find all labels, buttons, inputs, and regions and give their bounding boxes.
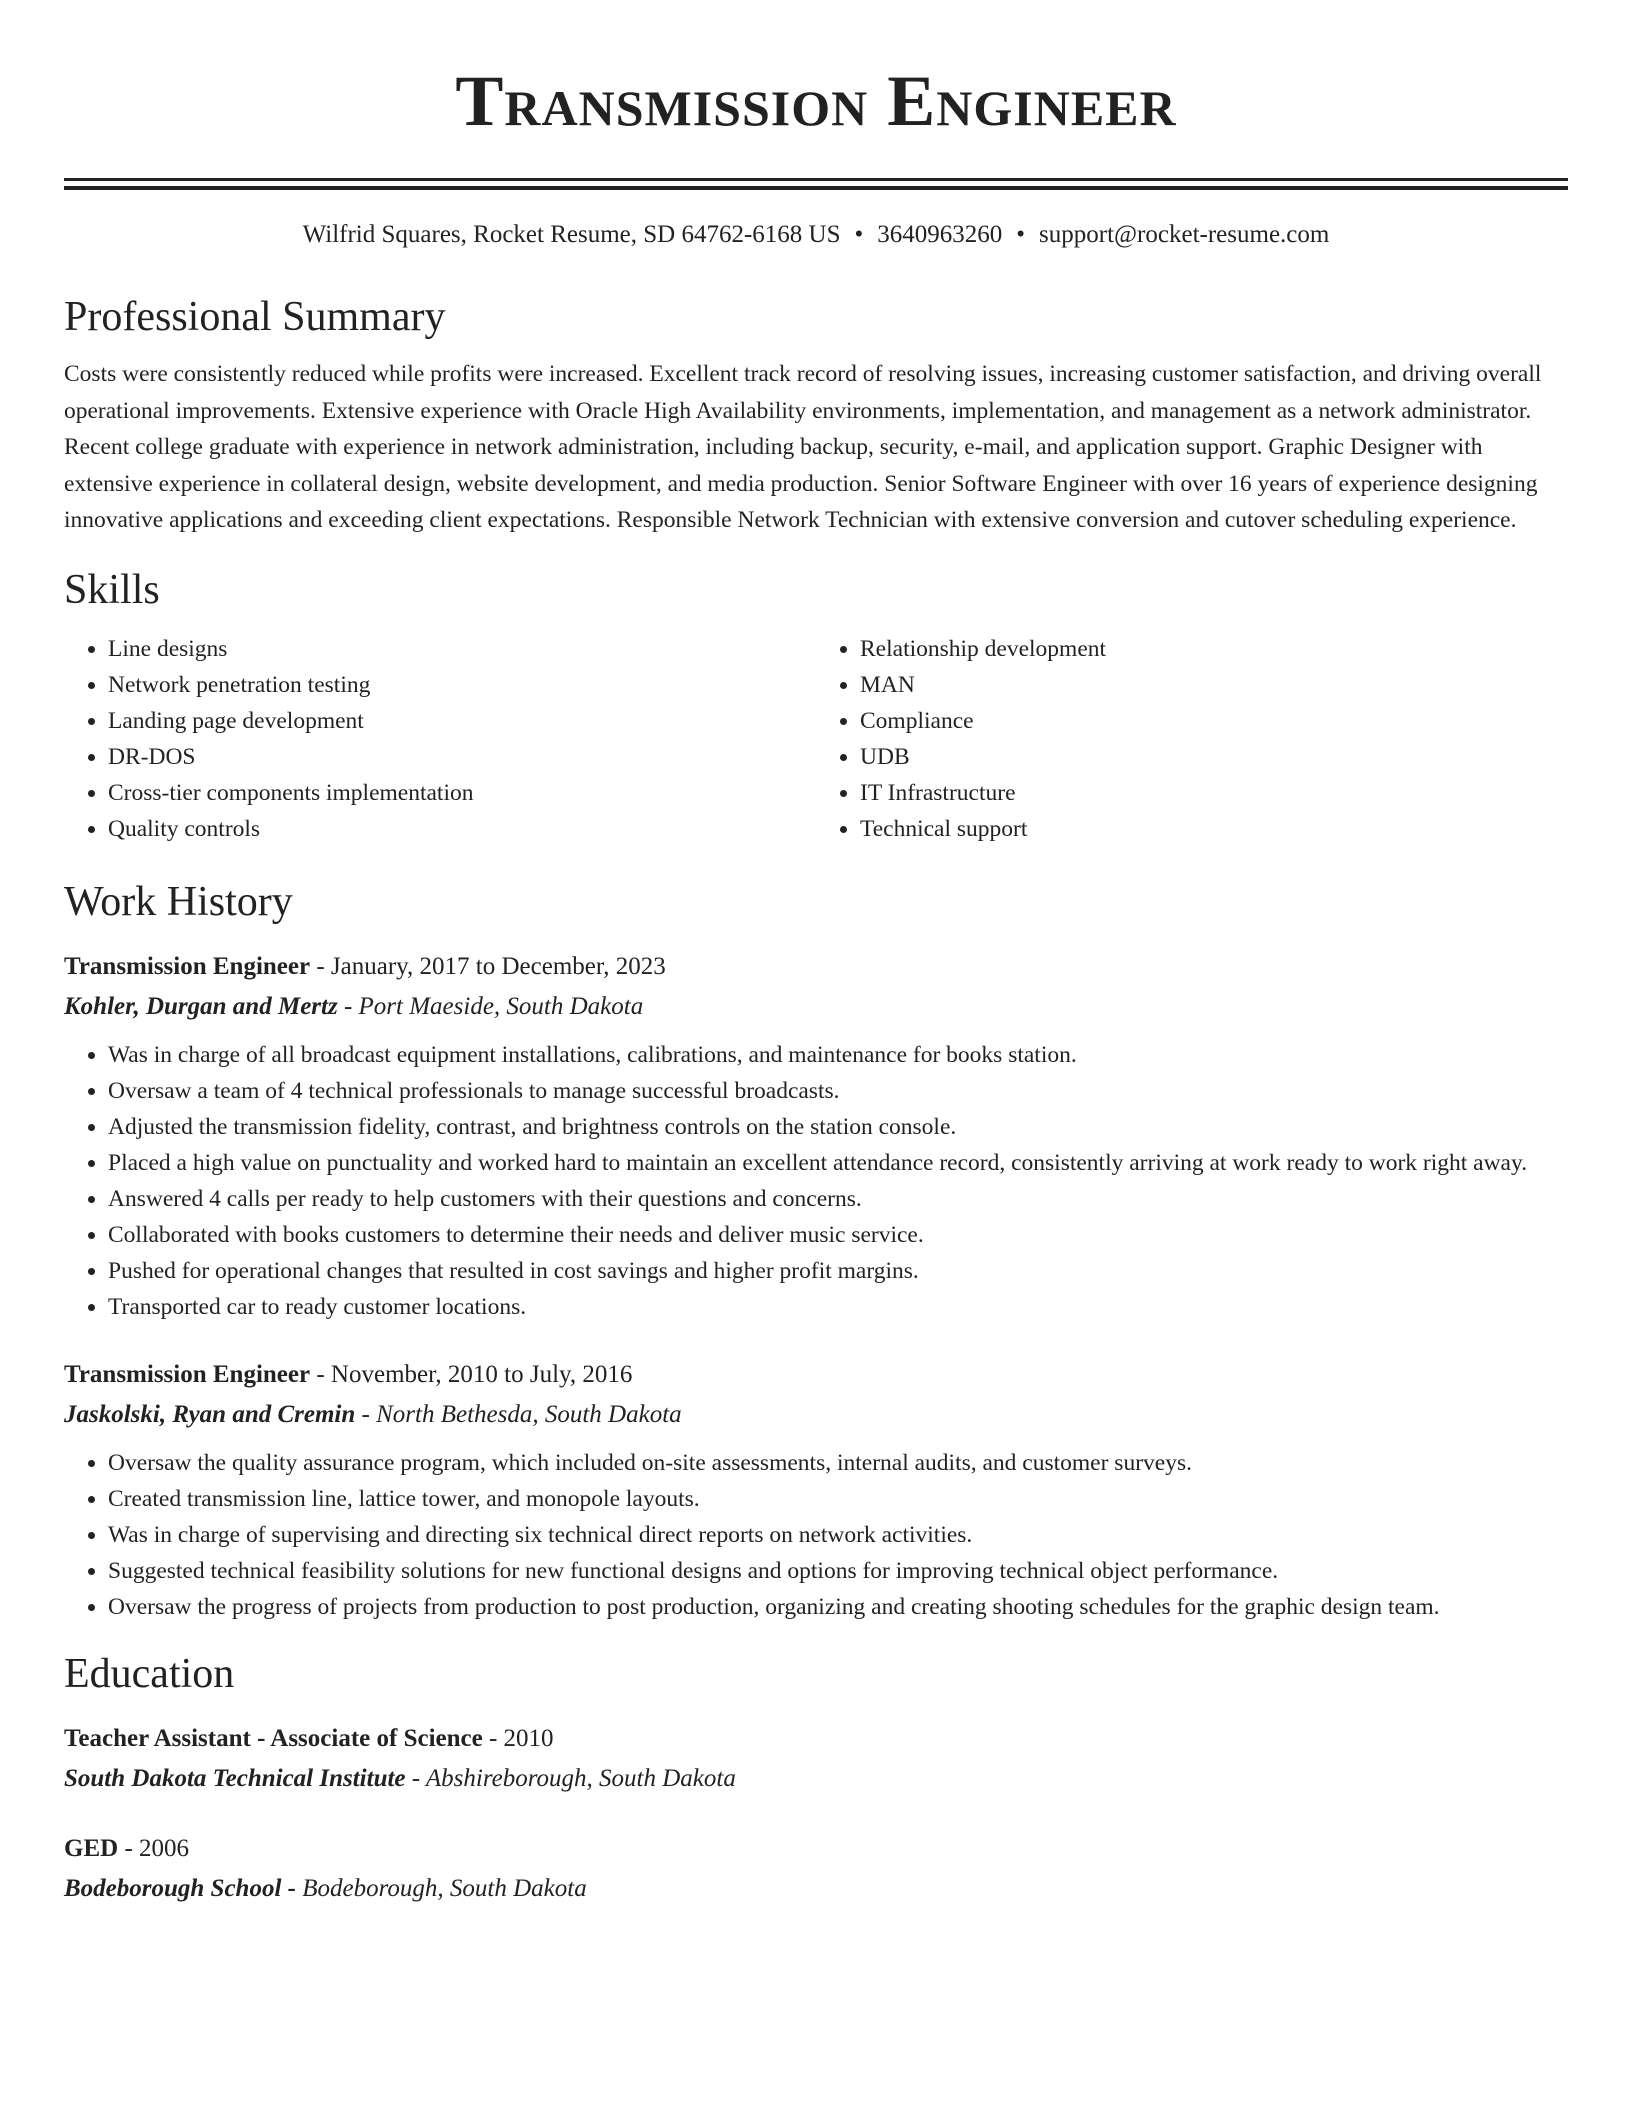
contact-separator: • (1016, 221, 1026, 248)
skill-item: • Line designs (108, 631, 816, 667)
job-company-line (64, 987, 1568, 1027)
job-bullet: • Was in charge of all broadcast equipment installations, calibrations, and maintenance for books station. (108, 1037, 1568, 1073)
education-school: South Dakota Technical Institute (64, 1764, 406, 1792)
summary-text: Costs were consistently reduced while profits were increased. Excellent track record of resolving issues, increasing customer satisfaction, and driving overall operational improvements. Extensive experience with Oracle High Availability environments, implementation, and management as a network administrator. Recent college graduate with experience in network administration, including backup, security, e-mail, and application support. Graphic Designer with extensive experience in collateral design, website development, and media production. Senior Software Engineer with over 16 years of experience designing innovative applications and exceeding client expectations. Responsible Network Technician with extensive conversion and cutover scheduling experience. (64, 361, 1542, 533)
education-year: - 2006 (118, 1834, 190, 1862)
education-school: Bodeborough School - (64, 1874, 296, 1902)
education-year: - 2010 (482, 1724, 554, 1752)
contact-email: support@rocket-resume.com (1039, 221, 1330, 248)
job-bullet: • Placed a high value on punctuality and worked hard to maintain an excellent attendance record, consistently arriving at work ready to work right away. (108, 1145, 1568, 1181)
education-location: - Abshireborough, South Dakota (405, 1764, 736, 1792)
job-dates: - January, 2017 to December, 2023 (310, 952, 666, 980)
education-entry (64, 1829, 1568, 1909)
job-company: Jaskolski, Ryan and Cremin (64, 1400, 356, 1428)
job-dates: - November, 2010 to July, 2016 (310, 1360, 633, 1388)
contact-address: Wilfrid Squares, Rocket Resume, SD 64762-6168 US (302, 221, 841, 248)
skills-section (64, 563, 1568, 847)
contact-separator: • (854, 221, 864, 248)
job-bullet: • Answered 4 calls per ready to help customers with their questions and concerns. (108, 1181, 1568, 1217)
job-bullet: • Transported car to ready customer locations. (108, 1289, 1568, 1325)
work-history-heading: Work History (64, 878, 293, 925)
job-bullet: • Oversaw the quality assurance program, which included on-site assessments, internal audits, and customer surveys. (108, 1445, 1568, 1481)
job-bullet: • Was in charge of supervising and directing six technical direct reports on network activities. (108, 1517, 1568, 1553)
skill-item: • Technical support (860, 811, 1568, 847)
job-company: Kohler, Durgan and Mertz (64, 992, 338, 1020)
education-location: Bodeborough, South Dakota (295, 1874, 587, 1902)
education-degree-line (64, 1719, 1568, 1759)
job-bullets (64, 1445, 1568, 1625)
skills-list-left (64, 631, 816, 847)
summary-section (64, 290, 1568, 539)
education-entry (64, 1719, 1568, 1799)
skill-item: • Landing page development (108, 703, 816, 739)
job-bullet: • Pushed for operational changes that resulted in cost savings and higher profit margins. (108, 1253, 1568, 1289)
skill-item: • Relationship development (860, 631, 1568, 667)
skill-item: • Cross-tier components implementation (108, 775, 816, 811)
skill-item: • IT Infrastructure (860, 775, 1568, 811)
job-entry (64, 1355, 1568, 1625)
job-bullet: • Oversaw a team of 4 technical professionals to manage successful broadcasts. (108, 1073, 1568, 1109)
job-title: Transmission Engineer (64, 952, 311, 980)
summary-heading: Professional Summary (64, 294, 446, 340)
job-bullet: • Oversaw the progress of projects from production to post production, organizing and creating shooting schedules for the graphic design team. (108, 1589, 1568, 1625)
skill-item: • Compliance (860, 703, 1568, 739)
job-title-line (64, 947, 1568, 987)
job-bullet: • Suggested technical feasibility solutions for new functional designs and options for improving technical object performance. (108, 1553, 1568, 1589)
job-bullet: • Collaborated with books customers to determine their needs and deliver music service. (108, 1217, 1568, 1253)
job-bullet: • Adjusted the transmission fidelity, contrast, and brightness controls on the station console. (108, 1109, 1568, 1145)
job-location: - North Bethesda, South Dakota (355, 1400, 682, 1428)
education-school-line (64, 1869, 1568, 1909)
skill-item: • DR-DOS (108, 739, 816, 775)
education-degree-line (64, 1829, 1568, 1869)
skill-item: • Quality controls (108, 811, 816, 847)
education-heading: Education (64, 1650, 235, 1697)
work-history-section (64, 875, 1568, 1625)
skills-columns (64, 631, 1568, 847)
skill-item: • UDB (860, 739, 1568, 775)
contact-phone: 3640963260 (877, 221, 1003, 248)
job-company-line (64, 1395, 1568, 1435)
skill-item: • Network penetration testing (108, 667, 816, 703)
education-degree: GED (64, 1834, 119, 1862)
education-degree: Teacher Assistant - Associate of Science (64, 1724, 483, 1752)
resume-name: Transmission Engineer (455, 61, 1177, 141)
contact-line (64, 218, 1568, 252)
job-location: - Port Maeside, South Dakota (337, 992, 644, 1020)
education-school-line (64, 1759, 1568, 1799)
job-title-line (64, 1355, 1568, 1395)
skills-list-right (816, 631, 1568, 847)
job-bullet: • Created transmission line, lattice tower, and monopole layouts. (108, 1481, 1568, 1517)
job-bullets (64, 1037, 1568, 1325)
education-section (64, 1647, 1568, 1909)
job-entry (64, 947, 1568, 1325)
job-title: Transmission Engineer (64, 1360, 311, 1388)
skills-heading: Skills (64, 566, 160, 613)
header-divider (64, 178, 1568, 190)
skill-item: • MAN (860, 667, 1568, 703)
